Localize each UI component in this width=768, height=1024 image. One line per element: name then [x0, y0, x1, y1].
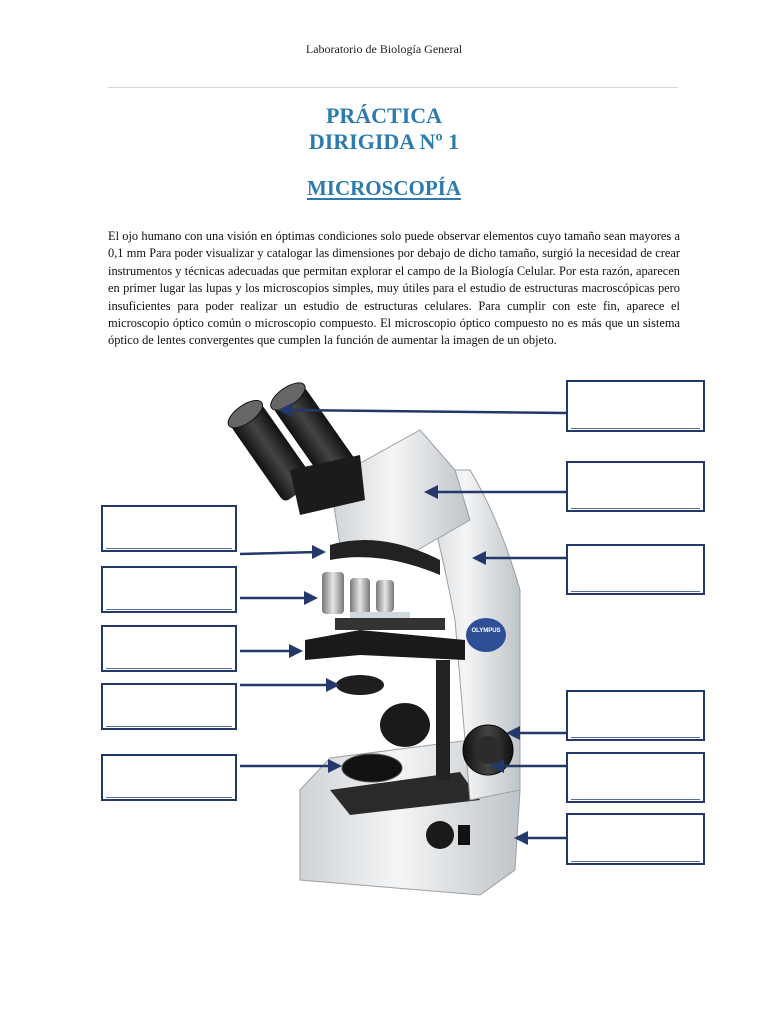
brightness-knob	[426, 821, 454, 849]
section-title-text: MICROSCOPÍA	[306, 176, 461, 200]
brand-badge	[466, 618, 506, 652]
arrow-left-1	[240, 545, 326, 559]
arrow-left-2	[240, 591, 318, 605]
light-source	[342, 754, 402, 782]
label-box-left-2[interactable]	[101, 566, 237, 613]
label-box-right-4[interactable]	[566, 690, 705, 741]
substage	[380, 703, 430, 747]
power-switch	[458, 825, 470, 845]
label-box-right-3[interactable]	[566, 544, 705, 595]
arrow-left-4	[240, 678, 340, 692]
arrow-left-3	[240, 644, 303, 658]
objective-3	[376, 580, 394, 612]
objective-1	[322, 572, 344, 614]
intro-paragraph: El ojo humano con una visión en óptimas condiciones solo puede observar elementos cuyo tamaño sean mayores a 0,1 mm Para poder visualizar y catalogar las dimensiones por debajo de dicho tamaño, surgió la necesidad de crear instrumentos y técnicas adecuadas que permitan explorar el campo de la Biología Celular. Por esta razón, aparecen en primer lugar las lupas y los microscopios simples, muy útiles para el estudio de estructuras macroscópicas pero insuficientes para poder realizar un estudio de estructuras celulares. Para cumplir con este fin, aparece el microscopio óptico común o microscopio compuesto. El microscopio óptico compuesto no es más que un sistema óptico de lentes convergentes que cumplen la función de aumentar la imagen de un objeto.	[108, 229, 680, 348]
objective-2	[350, 578, 370, 616]
label-box-left-5[interactable]	[101, 754, 237, 801]
page-header: Laboratorio de Biología General	[305, 42, 463, 56]
practice-title-line1: PRÁCTICA	[325, 103, 443, 128]
label-box-right-5[interactable]	[566, 752, 705, 803]
stage-control	[436, 660, 450, 780]
label-box-right-1[interactable]	[566, 380, 705, 432]
label-box-left-1[interactable]	[101, 505, 237, 552]
brand-label: OLYMPUS	[471, 628, 501, 634]
label-box-right-2[interactable]	[566, 461, 705, 512]
stage	[305, 630, 465, 660]
slide	[350, 612, 410, 618]
stage-clips	[335, 618, 445, 630]
arrow-right-5	[490, 759, 566, 773]
label-box-left-3[interactable]	[101, 625, 237, 672]
condenser	[336, 675, 384, 695]
arrow-right-6	[514, 831, 566, 845]
label-box-left-4[interactable]	[101, 683, 237, 730]
fine-focus-knob	[474, 736, 502, 764]
practice-title-line2: DIRIGIDA Nº 1	[308, 129, 460, 154]
label-box-right-6[interactable]	[566, 813, 705, 865]
microscope-illustration	[224, 369, 520, 895]
